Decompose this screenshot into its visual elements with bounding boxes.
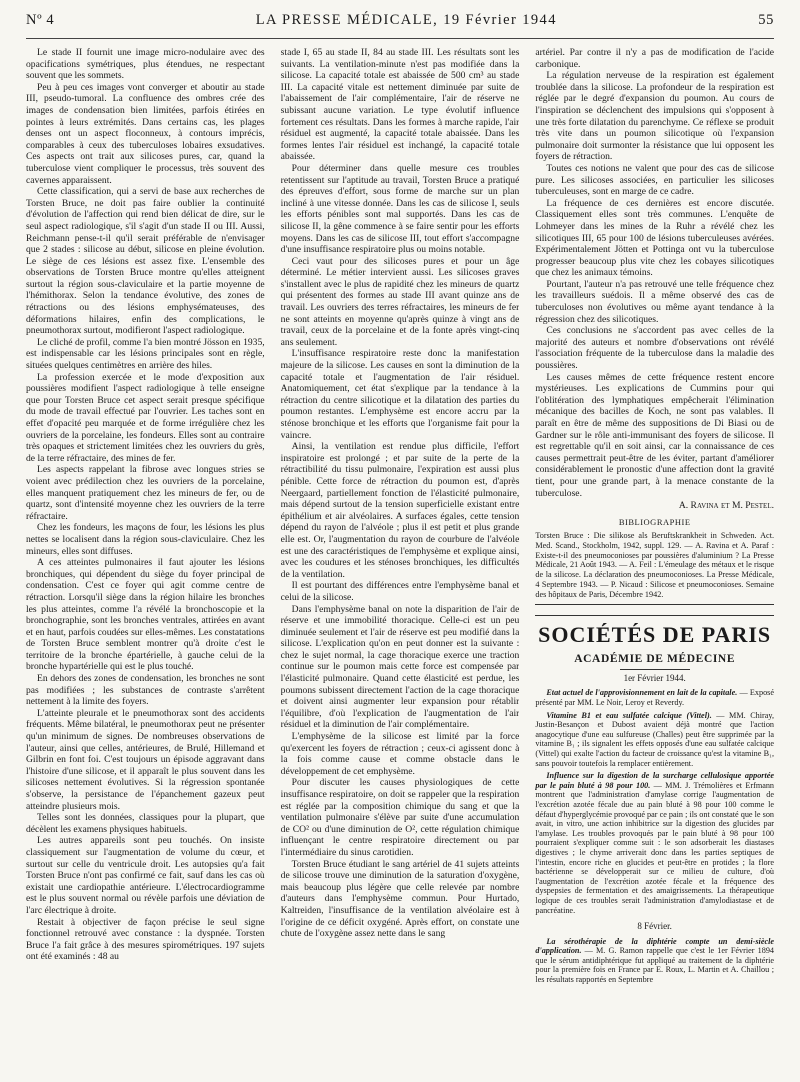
session-date: 1er Février 1944. (623, 672, 686, 683)
short-divider (620, 669, 690, 670)
paragraph: Toutes ces notions ne valent que pour des cas de silicose pure. Les silicoses associées, en particulier les silicoses tuberculeuses, sont en marge de ce cadre. (535, 162, 775, 198)
session-item (535, 711, 774, 769)
column-right (535, 47, 774, 1077)
paragraph: stade I, 65 au stade II, 84 au stade III. Les résultats sont les suivants. La ventilation-minute n'est pas modifiée dans la silicose. La capacité totale est abaissée de 500 cm³ au stade III. La capacité vitale est nettement diminuée par suite de l'abaissement de l'air complémentaire, l'air de réserve ne subissant aucune variation. Le type évolutif influence fortement ces résultats. Dans les formes à marche rapide, l'air résiduel est augmenté, la capacité totale abaissée. Dans les formes lentes l'air résiduel est inchangé, la capacité totale abaissée. (280, 47, 520, 163)
bibliography-text: Torsten Bruce : Die silikose als Beruftskrankheit in Schweden. Act. Med. Scand., Stockholm, 1942, suppl. 129. — A. Ravina et A. Paraf : Existe-t-il des pneumoconioses par poussières d'aluminium ? La Presse Médicale, 21 Août 1943. — A. Feil : L'émeulage des métaux et le risque de la silicose. La déclaration des pneumoconioses. La Presse Médicale, 4 Septembre 1943. — P. Nicaud : Silicose et pneumoconioses. Semaine des hôpitaux de Paris, Décembre 1942. (535, 531, 774, 605)
section-heading: SOCIÉTÉS DE PARIS (538, 622, 772, 648)
paragraph: En dehors des zones de condensation, les bronches ne sont pas modifiées ; les substances de contraste s'arrêtent nettement à la limite des foyers. (26, 673, 265, 708)
page-number: 55 (758, 12, 774, 28)
paragraph: L'insuffisance respiratoire reste donc la manifestation majeure de la silicose. Les causes en sont la diminution de la capacité totale et l'augmentation de l'air résiduel. Anatomiquement, cet état s'explique par la tendance à la rétraction du centre silicotique et la dilatation des parties du poumon restantes. L'emphysème est encore accru par la sténose bronchique et les efforts que l'organisme fait pour la vaincre. (280, 348, 520, 441)
paragraph: Les causes mêmes de cette fréquence restent encore mystérieuses. Les explications de Cummins pour qui l'oblitération des lymphatiques empêcherait l'élimination mécanique des bacilles de Koch, ne sont pas valables. Il paraît en être de même des suppositions de Di Biasi ou de Gardner sur le rôle anti-immunisant des foyers de silicose. Il est regrettable qu'il en soit ainsi, car la connaissance de ces causes permettrait peut-être de les éviter, partant d'améliorer considérablement le pronostic d'une affection dont la gravité tient, pour une grande part, à la menace constante de la tuberculose. (535, 371, 775, 499)
session-date-2: 8 Février. (637, 921, 672, 932)
paragraph: Le stade II fournit une image micro-nodulaire avec des opacifications symétriques, plus étendues, ne respectant souvent que les sommets. (26, 47, 265, 82)
paragraph: L'emphysème de la silicose est limité par la force qu'exercent les foyers de rétraction ; ceux-ci agissent donc à la fois comme cause et comme obstacle dans le développement de cet emphysème. (280, 731, 520, 777)
session-item (535, 937, 774, 985)
article-signature: A. Ravina et M. Pestel. (678, 500, 775, 512)
paragraph: Telles sont les données, classiques pour la plupart, que décèlent les examens physiques habituels. (26, 812, 265, 835)
session-items (535, 688, 774, 915)
section-divider (535, 615, 774, 616)
academy-heading: ACADÉMIE DE MÉDECINE (574, 653, 736, 666)
paragraph: Ceci vaut pour des silicoses pures et pour un âge déterminé. Le métier intervient aussi. Les silicoses graves s'installent avec le plus de rapidité chez les mineurs de quartz qui présentent des formes au stade III avant quinze ans de travail. Les ouvriers des terres réfractaires, les mineurs de fer ne sont atteints en moyenne qu'après quinze à vingt ans de travail, ceux de la porcelaine et de la fonte après vingt-cinq ans seulement. (280, 255, 520, 348)
article-columns (26, 47, 774, 1077)
paragraph: Peu à peu ces images vont converger et aboutir au stade III, pseudo-tumoral. La confluence des ombres crée des images de condensation bien limitées, parfois étirées en pointes à leurs extrémités. Dans certains cas, les plages denses ont un aspect floconneux, à contours imprécis, comparables à ceux des tuberculoses lobaires exsudatives. Ces aspects ont trait aux silicoses pures, car, quand la tuberculose vient compliquer le processus, très souvent des cavernes apparaissent. (26, 81, 265, 186)
paragraph: L'atteinte pleurale et le pneumothorax sont des accidents fréquents. Même bilatéral, le pneumothorax peut ne présenter qu'un minimum de signes. De nombreuses observations de l'auteur, ainsi que celles, antérieures, de Brulé, Hillemand et Gilbrin en font foi. C'est toujours un épisode aggravant dans l'histoire d'une silicose, et il apparaît le plus souvent dans les silicoses nettement évolutives. Si la régression spontanée s'observe, la persistance de l'épanchement gazeux peut atteindre plusieurs mois. (26, 707, 265, 812)
paragraph: Cette classification, qui a servi de base aux recherches de Torsten Bruce, ne doit pas faire oublier la continuité d'évolution de l'affection qui rend bien délicat de dire, sur le seul aspect radiologique, s'il s'agit d'un stade II ou III. Aussi, Reichmann pense-t-il qu'il serait préférable de n'envisager que 2 stades : silicose au début, silicose en pleine évolution. Le siège de ces lésions est assez fixe. L'ensemble des observations de Torsten Bruce montre qu'elles atteignent surtout la région sous-claviculaire et la partie moyenne de l'hémithorax. Selon la tendance évolutive, des zones de rétractions ou des lésions emphysémateuses, des déformations hilaires, enfin des complications, le pneumothorax surtout, modifieront l'aspect radiologique. (26, 186, 265, 337)
column-left (26, 47, 265, 1077)
paragraph: Pour déterminer dans quelle mesure ces troubles retentissent sur l'aptitude au travail, Torsten Bruce a pratiqué des épreuves d'effort, sous forme de marche sur un plan incliné à une vitesse donnée. Dans les cas de silicose I, seuls les efforts pénibles sont mal supportés. Dans les cas de silicose II, la gêne commence à se faire sentir pour les efforts moyens. Dans les cas de silicose III, tout effort s'accompagne d'une insuffisance respiratoire plus ou moins notable. (280, 162, 520, 256)
session-item (535, 771, 774, 915)
paragraph: Le cliché de profil, comme l'a bien montré Jösson en 1935, est indispensable car les lésions principales sont en règle, situées quelques centimètres en arrière des hiles. (26, 336, 265, 372)
session-items-2 (535, 937, 774, 985)
paragraph: Il est pourtant des différences entre l'emphysème banal et celui de la silicose. (280, 580, 520, 603)
paragraph: Pourtant, l'auteur n'a pas retrouvé une telle fréquence chez les travailleurs suédois. Il a même observé des cas de tuberculoses non évolutives ou même ayant tendance à la régression chez des silicotiques. (535, 278, 775, 325)
session-item-body: — Exposé présenté par MM. Le Noir, Leroy et Reverdy. (535, 688, 774, 708)
paragraph: Les autres appareils sont peu touchés. On insiste classiquement sur l'augmentation de volume du cœur, et surtout sur celle du ventricule droit. Les autopsies qu'a fait Torsten Bruce n'ont pas confirmé ce fait, sauf dans les cas où existait une cardiopathie antérieure. L'électrocardiogramme est le plus souvent normal ou révèle parfois une déviation de l'arc électrique à droite. (26, 835, 265, 916)
paragraph: A ces atteintes pulmonaires il faut ajouter les lésions bronchiques, qui dépendent du siège du foyer principal de condensation. C'est ce foyer qui agit comme centre de rétraction. Lorsqu'il siège dans la région hilaire les bronches les plus atteintes, comme l'a révélé la bronchoscopie et la bronchographie, sont les bronches ventrales, attirées en avant et en haut, parfois coudées sur elles-mêmes. Les constatations de Torsten Bruce semblent montrer qu'à droite c'est le territoire de la bronche épartérielle, à gauche celui de la bronche hypartérielle qui est le plus touché. (26, 557, 265, 673)
session-item-title: Etat actuel de l'approvisionnement en lait de la capitale. (546, 688, 738, 698)
session-item-title: La sérothérapie de la diphtérie compte un demi-siècle d'application. (535, 936, 775, 956)
paragraph: Chez les fondeurs, les maçons de four, les lésions les plus nettes se localisent dans la région sous-claviculaire. Chez les mineurs, elles sont diffuses. (26, 522, 265, 557)
session-item-body: — MM. J. Trémolières et Erfmann montrent que l'administration d'amylase corrige l'augmentation de l'excrétion azotée fécale due au pain bluté à 98 pour 100 comme le défaut d'hyperglycémie provoqué par ce pain ; ils ont constaté que le son avait, in vitro, une action inhibitrice sur la digestion des glucides par l'amylase. Les troubles provoqués par le pain bluté à 98 pour 100 pourraient s'expliquer comme suit : le son adsorberait les diastases digestives ; le chyme arriverait donc dans les parties septiques de l'intestin, encore riche en glucides et peut-être en protides ; la flore bactérienne se développerait sur ce milieu de culture, d'où l'augmentation de l'excrétion azotée fécale et la fréquence des dyspepsies de fermentation et des amaigrissements. La thérapeutique logique de ces troubles serait l'administration d'amylodiastase et de pancréatine. (535, 780, 775, 915)
paragraph: Pour discuter les causes physiologiques de cette insuffisance respiratoire, on doit se rappeler que la respiration est réglée par la composition chimique du sang et que la ventilation pulmonaire s'élève par suite d'une accumulation de CO² ou d'une diminution de O², cette régulation chimique influençant le centre respiratoire directement ou par l'intermédiaire du sinus carotidien. (280, 777, 520, 858)
journal-title: LA PRESSE MÉDICALE, 19 Février 1944 (255, 12, 557, 28)
article-conclusion (535, 47, 774, 499)
paragraph: Dans l'emphysème banal on note la disparition de l'air de réserve et une immobilité thoracique. Celle-ci est un peu diminuée seulement et l'air de réserve est peu modifié dans la silicose. L'explication qu'on en peut donner est la suivante : chez le sujet normal, la cage thoracique exerce une traction continue sur le poumon mais cette force est compensée par l'élasticité pulmonaire. Quand cette élasticité est perdue, les poumons subissent directement l'action de la cage thoracique et doivent ainsi augmenter leur expansion pour rétablir l'équilibre, d'où l'explication de l'augmentation de l'air résiduel et la diminution de l'air complémentaire. (280, 603, 520, 731)
session-item-title: Influence sur la digestion de la surcharge cellulosique apportée par le pain bluté à 98 pour 100. (535, 771, 775, 790)
session-item-body: — MM. Chiray, Justin-Besançon et Dubost avaient déjà montré que l'action anagocytique d'une eau sulfureuse (Challes) peut être supprimée par la vitamine B₁ ; ils signalent les effets opposés d'une eau sulfatée calcique (Vittel) qui exalte l'action du facteur de croissance qu'est la vitamine B₁, sans pouvoir toutefois la remplacer entièrement. (535, 710, 775, 768)
paragraph: Restait à objectiver de façon précise le seul signe fonctionnel retrouvé avec constance : la dyspnée. Torsten Bruce l'a fait grâce à des mesures spirométriques. 197 sujets ont été examinés : 48 au (26, 916, 265, 963)
paragraph: La régulation nerveuse de la respiration est également troublée dans la silicose. La profondeur de la respiration est réglée par le degré d'expansion du poumon. Au cours de l'inspiration se déclenchent des impulsions qui s'opposent à une très forte dilatation du parenchyme. Ce réflexe se produit très vite dans un poumon silicotique où l'expansion pulmonaire doit surmonter la résistance que lui opposent les foyers de rétraction. (535, 70, 775, 163)
paragraph: artériel. Par contre il n'y a pas de modification de l'acide carbonique. (535, 47, 775, 70)
page-header (26, 12, 774, 39)
bibliography-heading: BIBLIOGRAPHIE (618, 516, 691, 527)
issue-number: Nº 4 (26, 12, 55, 28)
paragraph: Les aspects rappelant la fibrose avec longues stries se voient avec prédilection chez les ouvriers de la porcelaine, elles manquent pratiquement chez les mineurs de fer, ou de quartz, sont d'intensité moyenne chez les ouvriers de la terre réfractaire. (26, 464, 265, 522)
paragraph: Ainsi, la ventilation est rendue plus difficile, l'effort inspiratoire est prolongé ; et par suite de la perte de la rétractibilité du tissu pulmonaire, l'expiration est aussi plus pénible. Cette force de rétraction du poumon est, d'après Neergaard, partiellement fonction de l'élasticité pulmonaire, mais dépend surtout de la tension superficielle existant entre épithélium et air alvéolaires. A surfaces égales, cette tension dépend du rayon de l'alvéole ; plus il est petit et plus grande elle est. Or, l'augmentation du rayon de courbure de l'alvéole est une des caractéristiques de l'emphysème et explique ainsi, avec les coudures et les sténoses bronchiques, les difficultés de la ventilation. (280, 441, 520, 580)
session-item-body: — M. G. Ramon rappelle que c'est le 1er Février 1894 que le sérum antidiphtérique fut appliqué au traitement de la diphtérie pour la première fois en France par E. Roux, L. Martin et A. Chaillou ; les résultats rapportés en Septembre (535, 946, 775, 985)
session-item (535, 688, 774, 707)
paragraph: La fréquence de ces dernières est encore discutée. Classiquement elles sont très communes. L'enquête de Lohmeyer dans les mines de la Ruhr a révélé chez les silicotiques III, 65 pour 100 de lésions tuberculeuses avérées. Expérimentalement Jötten et Pottinga ont vu la tuberculose progresser beaucoup plus vite chez les cobayes silicotiques que chez les animaux témoins. (535, 197, 775, 279)
session-item-title: Vitamine B1 et eau sulfatée calcique (Vittel). (546, 710, 712, 720)
paragraph: La profession exercée et le mode d'exposition aux poussières modifient l'aspect radiologique à telle enseigne que pour Torsten Bruce cet aspect serait presque spécifique du mode de travail effectué par l'ouvrier. Les taches sont en effet d'opacité peu marquée et de forme irrégulière chez les ouvriers de la porcelaine, les fondeurs. Elles sont au contraire très opaques et strictement limitées chez les ouvriers du grès, de la terre réfractaire, des mines de fer. (26, 371, 265, 464)
paragraph: Torsten Bruce étudiant le sang artériel de 41 sujets atteints de silicose trouve une diminution de la saturation d'oxygène, mais beaucoup plus légère que celle relevée par nombre d'auteurs dans l'emphysème commun. Pour Hurtado, Kaltreiden, l'insuffisance de la ventilation alvéolaire est à l'origine de ce déficit oxygéné. Après effort, on constate une chute de l'oxygène assez nette dans le sang (280, 858, 520, 940)
column-middle (281, 47, 520, 1077)
paragraph: Ces conclusions ne s'accordent pas avec celles de la majorité des auteurs et nombre d'observations ont révélé l'association fréquente de la tuberculose dans la maladie des poussières. (535, 325, 775, 372)
